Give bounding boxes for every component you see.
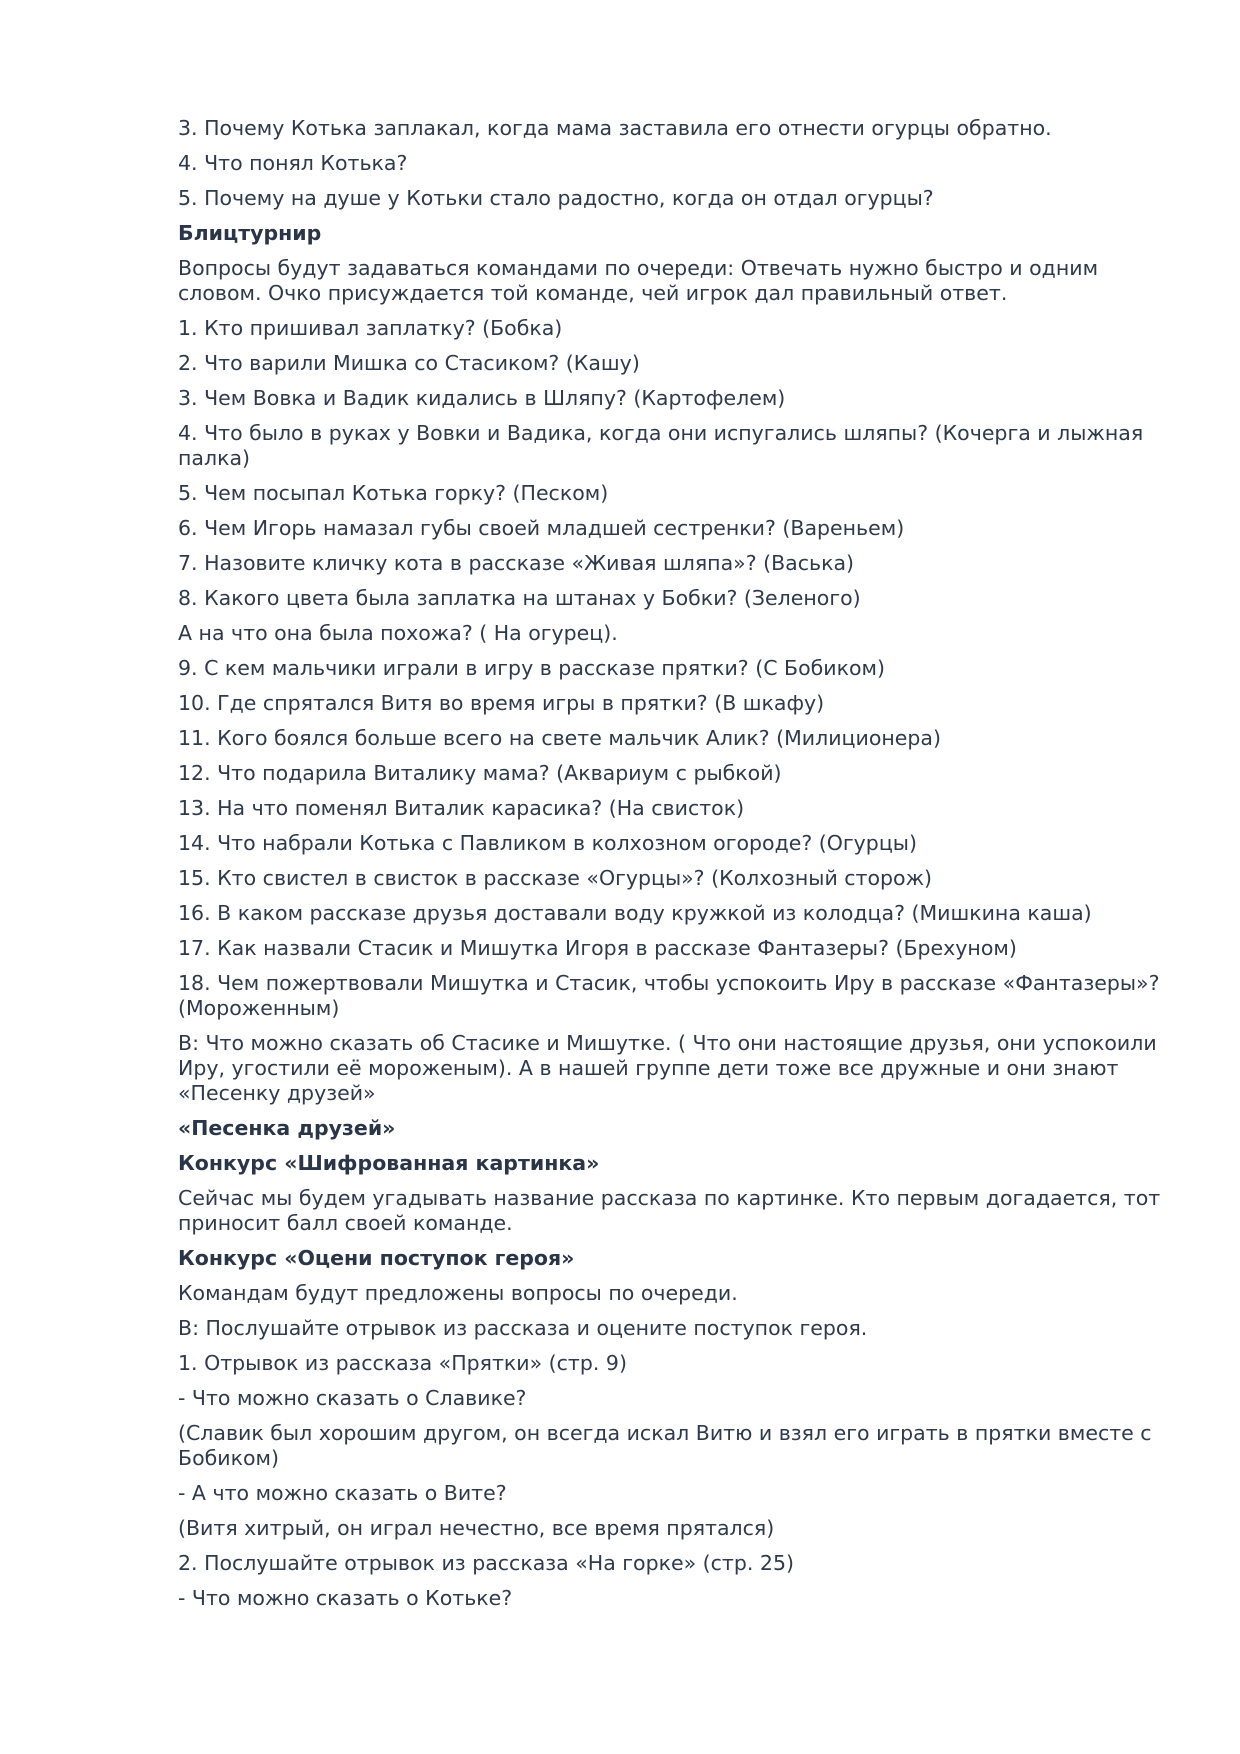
heading-song: «Песенка друзей» — [178, 1116, 396, 1140]
line-24: В: Что можно сказать об Стасике и Мишутке. ( Что они настоящие друзья, они успокоили Иру, угостили её мороженым). А в нашей группе дети тоже все дружные и они знают «Песенку друзей» — [178, 1031, 1157, 1105]
line-23: 18. Чем пожертвовали Мишутка и Стасик, чтобы успокоить Иру в рассказе «Фантазеры»? (Мороженным) — [178, 971, 1160, 1020]
line-15: 10. Где спрятался Витя во время игры в прятки? (В шкафу) — [178, 691, 825, 715]
line-13: А на что она была похожа? ( На огурец). — [178, 621, 618, 645]
line-31: 1. Отрывок из рассказа «Прятки» (стр. 9) — [178, 1351, 627, 1375]
line-1: 4. Что понял Котька? — [178, 151, 408, 175]
line-22: 17. Как назвали Стасик и Мишутка Игоря в рассказе Фантазеры? (Брехуном) — [178, 936, 1017, 960]
line-33: (Славик был хорошим другом, он всегда искал Витю и взял его играть в прятки вместе с Бобиком) — [178, 1421, 1152, 1470]
line-11: 7. Назовите кличку кота в рассказе «Живая шляпа»? (Васька) — [178, 551, 855, 575]
line-10: 6. Чем Игорь намазал губы своей младшей сестренки? (Вареньем) — [178, 516, 905, 540]
line-35: (Витя хитрый, он играл нечестно, все время прятался) — [178, 1516, 775, 1540]
line-5: 1. Кто пришивал заплатку? (Бобка) — [178, 316, 563, 340]
line-9: 5. Чем посыпал Котька горку? (Песком) — [178, 481, 609, 505]
line-12: 8. Какого цвета была заплатка на штанах у Бобки? (Зеленого) — [178, 586, 861, 610]
line-17: 12. Что подарила Виталику мама? (Аквариум с рыбкой) — [178, 761, 782, 785]
line-27: Сейчас мы будем угадывать название рассказа по картинке. Кто первым догадается, тот приносит балл своей команде. — [178, 1186, 1161, 1235]
line-0: 3. Почему Котька заплакал, когда мама заставила его отнести огурцы обратно. — [178, 116, 1052, 140]
line-2: 5. Почему на душе у Котьки стало радостно, когда он отдал огурцы? — [178, 186, 934, 210]
line-29: Командам будут предложены вопросы по очереди. — [178, 1281, 738, 1305]
line-6: 2. Что варили Мишка со Стасиком? (Кашу) — [178, 351, 640, 375]
line-20: 15. Кто свистел в свисток в рассказе «Огурцы»? (Колхозный сторож) — [178, 866, 933, 890]
line-32: - Что можно сказать о Славике? — [178, 1386, 527, 1410]
line-37: - Что можно сказать о Котьке? — [178, 1586, 513, 1610]
heading-hero-contest: Конкурс «Оцени поступок героя» — [178, 1246, 575, 1270]
line-30: В: Послушайте отрывок из рассказа и оцените поступок героя. — [178, 1316, 868, 1340]
line-8: 4. Что было в руках у Вовки и Вадика, когда они испугались шляпы? (Кочерга и лыжная палка) — [178, 421, 1144, 470]
line-4: Вопросы будут задаваться командами по очереди: Отвечать нужно быстро и одним словом. Очко присуждается той команде, чей игрок дал правильный ответ. — [178, 256, 1099, 305]
line-18: 13. На что поменял Виталик карасика? (На свисток) — [178, 796, 745, 820]
line-21: 16. В каком рассказе друзья доставали воду кружкой из колодца? (Мишкина каша) — [178, 901, 1092, 925]
heading-cipher-contest: Конкурс «Шифрованная картинка» — [178, 1151, 600, 1175]
line-7: 3. Чем Вовка и Вадик кидались в Шляпу? (Картофелем) — [178, 386, 786, 410]
line-16: 11. Кого боялся больше всего на свете мальчик Алик? (Милиционера) — [178, 726, 941, 750]
line-34: - А что можно сказать о Вите? — [178, 1481, 507, 1505]
line-14: 9. С кем мальчики играли в игру в рассказе прятки? (С Бобиком) — [178, 656, 885, 680]
line-36: 2. Послушайте отрывок из рассказа «На горке» (стр. 25) — [178, 1551, 794, 1575]
heading-blitz: Блицтурнир — [178, 221, 322, 245]
line-19: 14. Что набрали Котька с Павликом в колхозном огороде? (Огурцы) — [178, 831, 917, 855]
document-page — [178, 116, 1168, 1621]
